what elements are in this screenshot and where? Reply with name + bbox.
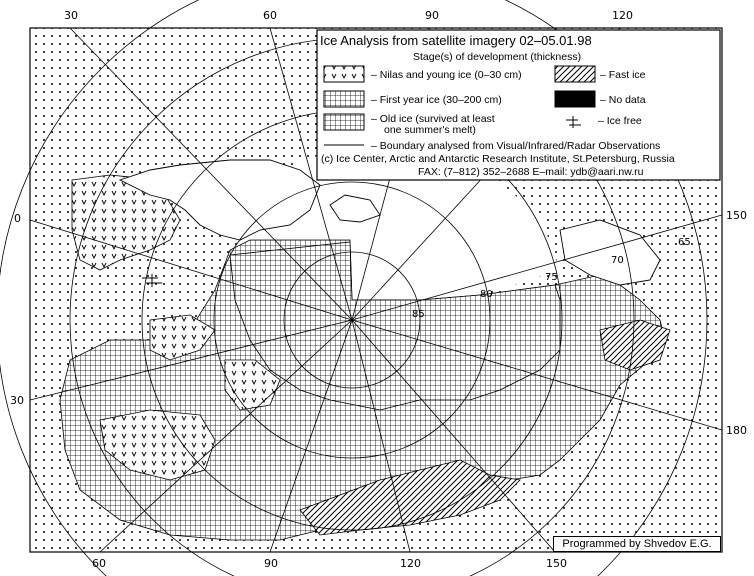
bottom-label-150: 150: [546, 557, 567, 570]
first-year-swatch: [324, 91, 364, 107]
credit-label: Programmed by Shvedov E.G.: [553, 536, 721, 552]
top-label-60: 60: [263, 9, 277, 22]
legend-no-data-label: – No data: [600, 94, 646, 106]
top-label-30: 30: [64, 9, 78, 22]
lat-label-85: 85: [412, 309, 425, 320]
legend-box: [317, 30, 720, 180]
bottom-label-60: 60: [92, 557, 106, 570]
lat-label-75: 75: [545, 272, 558, 283]
old-ice-swatch: [324, 114, 364, 130]
legend-org: (c) Ice Center, Arctic and Antarctic Research Institute, St.Petersburg, Russia: [321, 153, 675, 165]
legend-ice-free-label: – Ice free: [598, 115, 642, 127]
bottom-label-90: 90: [264, 557, 278, 570]
right-label-150: 150: [726, 209, 747, 222]
legend-title: Ice Analysis from satellite imagery 02–05.01.98: [320, 33, 592, 48]
bottom-label-120: 120: [400, 557, 421, 570]
fast-ice-swatch: [555, 66, 595, 82]
top-label-90: 90: [425, 9, 439, 22]
left-label-30: 30: [10, 394, 24, 407]
legend-fast-label: – Fast ice: [600, 69, 646, 81]
left-label-0: 0: [14, 212, 21, 225]
legend-boundary-label: – Boundary analysed from Visual/Infrared/Radar Observations: [371, 140, 661, 152]
legend-contact: FAX: (7–812) 352–2688 E–mail: ydb@aari.nw.ru: [418, 166, 644, 178]
lat-label-65: 65: [678, 237, 691, 248]
top-label-120: 120: [612, 9, 633, 22]
right-label-180: 180: [726, 424, 747, 437]
legend-old-label-2: one summer's melt): [384, 124, 476, 136]
lat-label-70: 70: [611, 255, 624, 266]
legend-old-label-1: – Old ice (survived at least: [371, 113, 495, 125]
no-data-swatch: [555, 91, 595, 107]
legend-subtitle: Stage(s) of development (thickness): [413, 51, 582, 63]
lat-label-80: 80: [480, 289, 493, 300]
nilas-swatch: [324, 66, 364, 82]
legend-nilas-label: – Nilas and young ice (0–30 cm): [371, 69, 522, 81]
legend-first-year-label: – First year ice (30–200 cm): [371, 94, 502, 106]
